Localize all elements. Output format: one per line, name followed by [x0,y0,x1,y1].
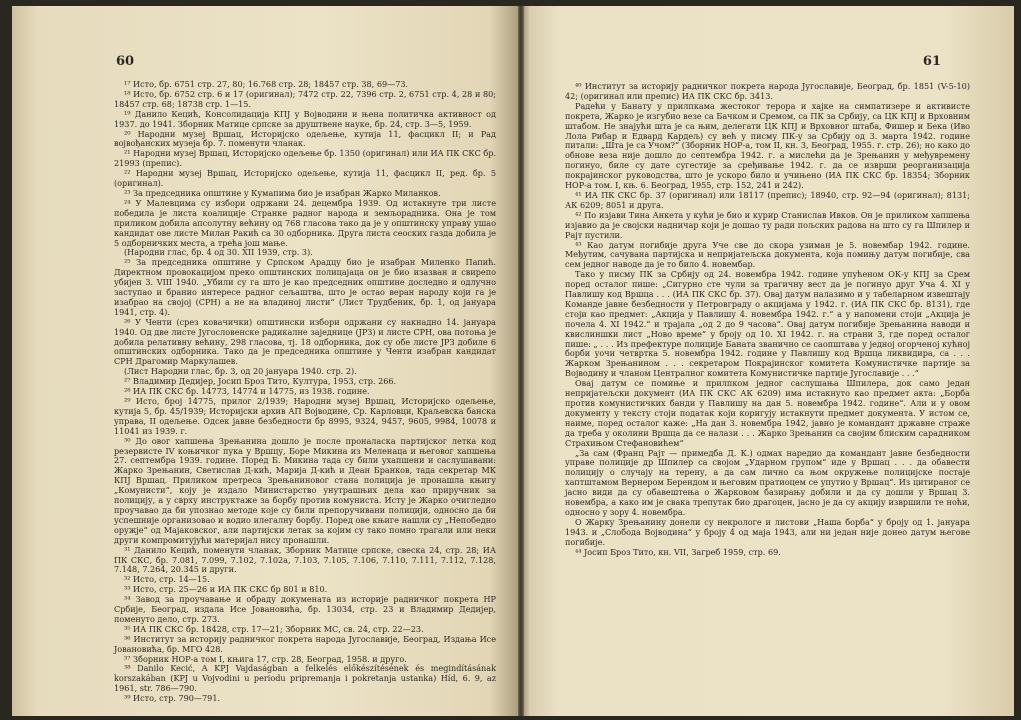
footnote-18: ¹⁸ Исто, бр. 6752 стр. 6 и 17 (оригинал); 7472 стр. 22, 7396 стр. 2, 6751 стр. 4, 28 и 80; 18457 стр. 68; 18738 стр. 1—15. [114,88,496,109]
footnote-35: ³⁵ ИА ПК СКС бр. 18428, стр. 17—21; Зборник МС, св. 24, стр. 22—23. [124,623,424,634]
footnote-42: ⁴² По изјави Тина Анкета у кући је био и курир Станислав Ивков. Он је приликом хапшења изјавио да је својски надничар који је дошао ту ради пољских радова на што су га Шпилер и Рајт пустили. [565,209,970,240]
footnote-26-source: (Лист Народни глас, бр. 3, од 20 јануара 1940. стр. 2). [124,366,357,377]
footnote-43-body-2: Овај датум се помиње и прилпком једног саслушања Шпилера, док само један непријатељски документ (ИА ПК СКС АК 6209) има истакнуто као предмет акта: „Борба против комунистичких банди у Павлишу на дан 5. новембра 1942. године“. Али и у овом документу у тексту стоји податак који коригују истакнути предмет документа. У истом се, наиме, поред осталог каже: „На дан 3. новембра 1942, јавно је командант државне страже да треба у околини Вршца да се налази . . . Жарко Зрењанин са својим блиским сарадником Страхињом Стефановићем“ [565,378,970,448]
right-page [520,6,1014,716]
footnote-21: ²¹ Народни музеј Вршац, Историјско одељење бр. 1350 (оригинал) или ИА ПК СКС бр. 21993 (препис). [114,148,496,169]
footnote-33: ³³ Исто, стр. 25—26 и ИА ПК СКС бр 801 и 810. [124,584,328,595]
footnote-36: ³⁶ Институт за историју радничког покрета народа Југославије, Београд, Издања Исе Јовановића, бр. МГО 428. [114,633,496,654]
page-number-right: 61 [922,54,941,69]
footnote-39: ³⁹ Исто, стр. 790—791. [124,693,221,704]
left-page [12,6,520,716]
footnote-40: ⁴⁰ Институт за историју радничког покрета народа Југославије, Београд, бр. 1851 (V-5-10) 42; (оригинал или препис) ИА ПК СКС бр. 3413. [565,81,970,101]
footnote-26: ²⁶ У Ченти (срез ковачички) општински избори одржани су накнадно 14. јануара 1940. Од две листе Југословенске радикалне заједнице (ЈРЗ) и листе СРН, ова потоња је добила релативну већину, 298 гласова, тј. 18 одборника, док су обе листе ЈРЗ добиле 6 општинских одборника. Тако да је председника општине у Ченти изабран кандидат СРН Драгомир Маркулашев. [114,316,496,367]
footnote-23: ²³ За председника општине у Кумапима био је изабран Жарко Миланков. [124,187,441,198]
footnote-41: ⁴¹ ИА ПК СКС бр. 37 (оригинал) или 18117 (препис); 18940, стр. 92—94 (оригинал); 8131; АК 6209; 8051 и друга. [565,189,970,210]
footnote-22: ²² Народни музеј Вршац, Историјско одељење, кутија 11, фасцикл II, ред. бр. 5 (оригинал). [114,168,496,189]
book-gutter [518,6,524,716]
footnote-43-body-1: Тако у писму ПК за Србију од 24. новембра 1942. године упућеном ОК-у КПЈ за Срем поред осталог пише: „Сигурно сте чули за трагичну вест да је погинуо друг Уча 4. XI у Павлишу код Вршца . . . (ИА ПК СКС бр. 37). Овај датум налазимо и у табеларном извештају Команде јавне безбедности у Петровграду о акцијама у 1942. г. (ИА ПК СКС бр. 8131), где стоји као предмет: „Акција у Павлишу 4. новембра 1942. г.“ а у напомени стоји „Акција је почела 4. XI 1942.“ и трајала „од 2 до 9 часова“. Овај датум погибије Зрењанина наводи и квислиншки лист „Ново време“ у броју од 10. XI 1942. г. на страни 3, где поред осталог пише: „ . . . Из префектуре полиције Баната званично се саопштава у једној огорченој кућној борби уочи четвртка 5. новембра 1942. године у Павлишу код Вршца ликвидира, са . . . Жарком Зрењанином . . . секретаром Покрајинског комитета Комунистичке партије за Војводину и чланом Централног комитета Комунистичке партије Југославије . . .“ [565,269,970,379]
footnote-29: ²⁹ Исто, број 14775, прилог 2/1939; Народни музеј Вршац, Историјско одељење, кутија 5, бр. 45/1939; Историјски архив АП Војводине, Ср. Карловци, Краљевска банска управа, II одељење. Одсек јавне безбедности бр 8995, 9324, 9457, 9605, 9984, 10078 и 11041 из 1939. г. [114,396,496,436]
footnote-25: ²⁵ За председника општине у Српском Арадцу био је изабран Миленко Папић. Директном провокацијом преко општинских полицајаца он је био изазван и свирепо убијен 3. VIII 1940. „Убили су га што је као председник општине доследно и одлучно заступао и бранио интересе радног сељаштва, што је остао веран народу који га је изабрао на својој (СРН) а не на владиној листи“ (Лист Трудбеник, бр. 1, од јануара 1941, стр. 4). [114,257,496,317]
footnote-40-body: Радећи у Банату у прилпкама жестоког терора и хајке на симпатизере и активисте покрета, Жарко је изгубио везе са Бачком и Сремом, са ПК за Србију, са ЦК КПЈ и Врховним штабом. Не знајући шта је са њим, делегати ЦК КПЈ и Врховног штаба, Фишер и Бека (Иво Лола Рибар и Едвард Кардељ) су већ у писму ПК-у за Србију од 3. марта 1942. године питали: „Шта је са Учом?“ (Зборник НОР-а, том II, кн. 3, Београд, 1955. г. стр. 26); но како до обнове веза није дошло до септембра 1942. г. а мислећи да је Зрењанин у међувремену погинуо, биле су дате сугестије за сређивање 1942. г. да се изврши реорганизација покрајинског руководства, што је ускоро било и учињено (ИА ПК СКС бр. 18354; Зборник НОР-а том. I, књ. 6. Београд, 1955, стр. 152, 241 и 242). [565,100,970,191]
footnote-30: ³⁰ До овог хапшења Зрењанина дошло је после проналаска партијског летка код резервисте IV коњичког пука у Вршцу, Боре Микина из Меленаца и његовог хапшења 27. септембра 1939. године. Поред Б. Микина тада су били ухапшени и саслушавани: Жарко Зрењанин, Светислав Д-кић, Марија Д-кић и Деан Бранков, тада секретар МК КПЈ Вршац. Приликом претреса Зрењаниновог стана полиција је пронашла књигу „Комунисти“, коју је издало Министарство унутрашњих дела као приручник за полицију, а у сврху инструктаже за борбу против комуниста. Исту је Жарко очигледно проучавао да би упознао методе које су били препоручивани полицији, односно да би успешније организовао и водио илегалну борбу. Поред ове књиге нашли су „Непобедно оружје“ од Мајаковског, али партијски летак за којим су тако помно трагали или неки други компромитујући материјал нису пронашли. [114,435,496,545]
footnote-20: ²⁰ Народни музеј Вршац, Историјско одељење, кутија 11, фасцикл II; и Рад војвођанских музеја бр. 7. поменути чланак. [114,128,496,149]
footnote-43-body-4: О Жарку Зрењанину донели су некрологе и листови „Наша борба“ у броју од 1. јануара 1943. и „Слобода Војводина“ у броју 4 од маја 1943, али ни један није донео датум његове погибије. [565,516,970,547]
book-spread [12,6,1014,716]
footnote-37: ³⁷ Зборник НОР-а том I, књига 17, стр. 28, Београд, 1958. и друго. [124,653,407,664]
footnote-17: ¹⁷ Исто, бр. 6751 стр. 27, 80; 16.768 стр. 28; 18457 стр. 38, 69—73. [124,79,409,89]
footnote-28: ²⁸ ИА ПК СКС бр. 14773, 14774 и 14775, из 1938. године. [124,386,370,397]
footnotes-left [114,80,496,704]
footnote-24-source: (Народни глас, бр. 4 од 30. XII 1939, стр. 3). [124,247,313,258]
footnote-31: ³¹ Данило Кецић, поменути чланак, Зборник Матице српске, свеска 24, стр. 28; ИА ПК СКС, бр. 7.081, 7.099, 7.102, 7.102а, 7.103, 7.105, 7.106, 7.110, 7.111, 7.112, 7.128, 7.148, 7.264, 20.345 и други. [114,544,496,575]
footnote-27: ²⁷ Владимир Дедијер, Јосип Броз Тито, Култура, 1953, стр. 266. [124,376,397,387]
footnote-19: ¹⁹ Данило Кецић, Консолидација КПЈ у Војводини и њена политичка активност од 1937. до 1941. Зборник Матице српске за друштвене науке, бр. 24, стр. 3—5, 1959. [114,108,496,129]
footnote-38: ³⁸ Danilo Kecić, A KPJ Vajdaságban a felkelés előkészítésének és megindításának korszakában (KPJ u Vojvodini u periodu pripremanja i pokretanja ustanka) Híd, 6. 9, az 1961, str. 786—790. [114,663,496,694]
page-number-left: 60 [116,54,135,69]
footnote-43: ⁴³ Као датум погибије друга Уче све до скора узиман је 5. новембар 1942. године. Међутим, сачувана партијска и непријатељска документа, која помињу датум погибије, сва сем једног наводе да је то било 4. новембар. [565,239,970,270]
footnote-43-body-3: „За сам (Франц Рајт — примедба Д. К.) одмах наредио да командант јавне безбедности управе полиције др Шпилер са својом „Ударном групом“ иде у Вршац . . . да обавести полицију о случају на терену, а да сам лично са њом окружење полицијске постаје хаптштамом Вернером Берендом и његовим пратиоцем се упутио у Вршац“. Из цитираног се јасно види да су обавештења о Жарковом базирању добили и да су дошли у Вршац 3. новембра, а како им је свака трепутак био драгоцен, јасно је да су акцију извршили те ноћи, односно у зору 4. новембра. [565,447,970,517]
footnote-32: ³² Исто, стр. 14—15. [124,574,210,585]
footnote-44: ⁴⁴ Јосип Броз Тито, кн. VII, Загреб 1959, стр. 69. [575,546,781,557]
footnotes-right [565,82,970,558]
footnote-24: ²⁴ У Малевцима су избори одржани 24. децембра 1939. Од истакнуте три листе победила је листа коалиције Странке радног народа и земљорадника. Она је том приликом добила апсолутну већину од 768 гласова тако да је у општинску управу ушао кандидат ове листе Милан Ракић са 30 одборника. Друга листа сеоских газда добила је 5 одборничких места, а трећа још мање. [114,197,496,248]
footnote-34: ³⁴ Завод за проучавање и обраду докумената из историје радничког покрета НР Србије, Београд, издала Исе Јовановића, бр. 13034, стр. 23 и Владимир Дедијер, поменуто дело, стр. 273. [114,594,496,624]
